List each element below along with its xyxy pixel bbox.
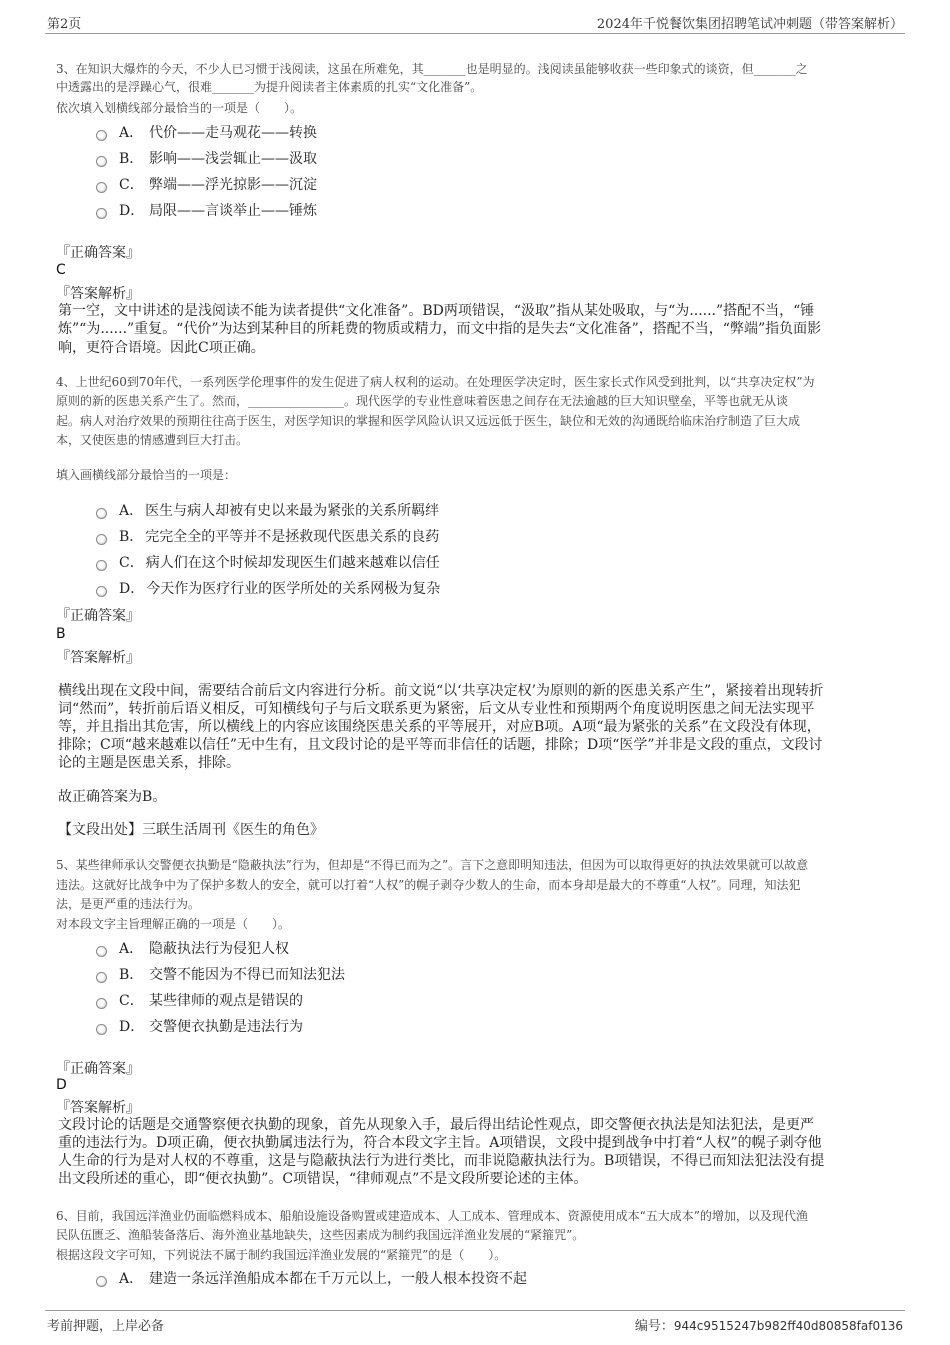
question-5-option-b[interactable]: B． 交警不能因为不得已而知法犯法 bbox=[96, 963, 345, 985]
question-6-option-a[interactable]: A． 建造一条远洋渔船成本都在千万元以上，一般人根本投资不起 bbox=[96, 1267, 527, 1289]
question-6-prompt: 根据这段文字可知，下列说法不属于制约我国远洋渔业发展的“紧箍咒”的是（ ）。 bbox=[56, 1248, 507, 1262]
question-3-option-c[interactable]: C． 弊端——浮光掠影——沉淀 bbox=[96, 173, 317, 195]
question-3-text-line: 3、在知识大爆炸的今天，不少人已习惯于浅阅读，这虽在所难免，其_______也是明显的。浅阅读虽能够收获一些印象式的谈资，但_______之 bbox=[56, 62, 808, 76]
radio-icon[interactable] bbox=[96, 1024, 107, 1035]
answer-value: B bbox=[56, 626, 66, 642]
question-3-prompt: 依次填入划横线部分最恰当的一项是（ ）。 bbox=[56, 101, 303, 115]
question-6-text-line: 6、目前，我国远洋渔业仍面临燃料成本、船舶设施设备购置或建造成本、人工成本、管理成本、资源使用成本“五大成本”的增加，以及现代渔 bbox=[56, 1209, 808, 1223]
question-5-option-a[interactable]: A． 隐蔽执法行为侵犯人权 bbox=[96, 937, 289, 959]
question-6-text-line: 民队伍匮乏、渔船装备落后、海外渔业基地缺失，这些因素成为制约我国远洋渔业发展的“紧箍咒”。 bbox=[56, 1228, 585, 1242]
question-4-prompt: 填入画横线部分最恰当的一项是： bbox=[56, 468, 237, 482]
analysis-label: 『答案解析』 bbox=[56, 286, 140, 302]
analysis-line: 重的违法行为。D项正确，便衣执勤属违法行为，符合本段文字主旨。A项错误，文段中提到战争中打着“人权”的幌子剥夺他 bbox=[58, 1135, 822, 1151]
document-id-value: 944c9515247b982ff40d80858faf0136 bbox=[673, 1319, 903, 1333]
radio-icon[interactable] bbox=[96, 560, 107, 571]
question-5-text-line: 违法。这就好比战争中为了保护多数人的安全，就可以打着“人权”的幌子剥夺少数人的生命，而本身却是最大的不尊重“人权”。同理，知法犯 bbox=[56, 878, 801, 892]
question-4-text-line: 本，又使医患的情感遭到巨大打击。 bbox=[56, 433, 249, 447]
analysis-line: 论的主题是医患关系，排除。 bbox=[58, 755, 240, 771]
analysis-line: 出文段所述的重心，即“便衣执勤”。C项错误，“律师观点”不是文段所要论述的主体。 bbox=[58, 1171, 588, 1187]
document-id-label: 编号： bbox=[634, 1319, 674, 1334]
analysis-label: 『答案解析』 bbox=[56, 1100, 140, 1116]
radio-icon[interactable] bbox=[96, 156, 107, 167]
question-4-text-line: 原则的新的医患关系产生了。然而，________________。现代医学的专业性意味着医患之间存在无法逾越的巨大知识壁垒，平等也就无从谈 bbox=[56, 394, 789, 408]
question-5-prompt: 对本段文字主旨理解正确的一项是（ ）。 bbox=[56, 917, 291, 931]
question-5-option-c[interactable]: C． 某些律师的观点是错误的 bbox=[96, 989, 303, 1011]
analysis-line: 文段讨论的话题是交通警察便衣执勤的现象，首先从现象入手，最后得出结论性观点，即交警便衣执法是知法犯法，是更严 bbox=[58, 1117, 814, 1133]
footer-divider bbox=[45, 1310, 905, 1311]
question-3-option-d[interactable]: D． 局限——言谈举止——锤炼 bbox=[96, 199, 317, 221]
question-5-text-line: 5、某些律师承认交警便衣执勤是“隐蔽执法”行为，但却是“不得已而为之”。言下之意即明知违法，但因为可以取得更好的执法效果就可以故意 bbox=[56, 858, 809, 872]
answer-label: 『正确答案』 bbox=[56, 245, 140, 261]
radio-icon[interactable] bbox=[96, 998, 107, 1009]
analysis-label: 『答案解析』 bbox=[56, 650, 140, 666]
analysis-line: 等，并且指出其危害，所以横线上的内容应该围绕医患关系的平等展开，对应B项。A项“最为紧张的关系”在文段没有体现， bbox=[58, 719, 821, 735]
header-divider bbox=[45, 33, 905, 34]
question-3-option-b[interactable]: B． 影响——浅尝辄止——汲取 bbox=[96, 147, 317, 169]
radio-icon[interactable] bbox=[96, 1276, 107, 1287]
answer-value: D bbox=[56, 1077, 67, 1093]
document-title: 2024年千悦餐饮集团招聘笔试冲刺题（带答案解析） bbox=[596, 17, 903, 32]
radio-icon[interactable] bbox=[96, 972, 107, 983]
analysis-line: 炼”“为......”重复。“代价”为达到某种目的所耗费的物质或精力，而文中指的是失去“文化准备”，搭配不当，“弊端”指负面影 bbox=[58, 321, 822, 337]
analysis-line: 词“然而”，转折前后语义相反，可知横线句子与后文联系更为紧密，后文从专业性和预期两个角度说明医患之间无法实现平 bbox=[58, 701, 815, 717]
document-id bbox=[635, 1315, 903, 1334]
answer-label: 『正确答案』 bbox=[56, 608, 140, 624]
question-5-text-line: 法，是更严重的违法行为。 bbox=[56, 897, 201, 911]
radio-icon[interactable] bbox=[96, 130, 107, 141]
passage-source: 【文段出处】三联生活周刊《医生的角色》 bbox=[58, 822, 324, 838]
question-4-option-d[interactable]: D． 今天作为医疗行业的医学所处的关系网极为复杂 bbox=[96, 577, 440, 599]
answer-conclusion: 故正确答案为B。 bbox=[58, 789, 167, 805]
analysis-line: 第一空，文中讲述的是浅阅读不能为读者提供“文化准备”。BD两项错误，“汲取”指从某处吸取，与“为......”搭配不当，“锤 bbox=[58, 303, 815, 319]
analysis-line: 响，更符合语境。因此C项正确。 bbox=[58, 340, 265, 356]
radio-icon[interactable] bbox=[96, 508, 107, 519]
analysis-line: 横线出现在文段中间，需要结合前后文内容进行分析。前文说“以‘共享决定权’为原则的新的医患关系产生”，紧接着出现转折 bbox=[58, 683, 824, 699]
radio-icon[interactable] bbox=[96, 946, 107, 957]
radio-icon[interactable] bbox=[96, 586, 107, 597]
question-4-text-line: 4、上世纪60到70年代，一系列医学伦理事件的发生促进了病人权利的运动。在处理医学决定时，医生家长式作风受到批判，以“共享决定权”为 bbox=[56, 375, 815, 389]
answer-value: C bbox=[56, 262, 66, 278]
radio-icon[interactable] bbox=[96, 534, 107, 545]
question-4-text-line: 起。病人对治疗效果的预期往往高于医生，对医学知识的掌握和医学风险认识又远远低于医生，缺位和无效的沟通既给临床治疗制造了巨大成 bbox=[56, 414, 801, 428]
question-4-option-a[interactable]: A． 医生与病人却被有史以来最为紧张的关系所羁绊 bbox=[96, 499, 439, 521]
answer-label: 『正确答案』 bbox=[56, 1061, 140, 1077]
question-5-option-d[interactable]: D． 交警便衣执勤是违法行为 bbox=[96, 1015, 303, 1037]
analysis-line: 人生命的行为是对人权的不尊重，这是与隐蔽执法行为进行类比，而非说隐蔽执法行为。B项错误，不得已而知法犯法没有提 bbox=[58, 1153, 825, 1169]
radio-icon[interactable] bbox=[96, 182, 107, 193]
question-4-option-b[interactable]: B． 完完全全的平等并不是拯救现代医患关系的良药 bbox=[96, 525, 439, 547]
analysis-line: 排除；C项“越来越难以信任”无中生有，且文段讨论的是平等而非信任的话题，排除；D项“医学”并非是文段的重点，文段讨 bbox=[58, 737, 823, 753]
page-number: 第2页 bbox=[47, 17, 82, 32]
question-4-option-c[interactable]: C． 病人们在这个时候却发现医生们越来越难以信任 bbox=[96, 551, 440, 573]
footer-slogan: 考前押题，上岸必备 bbox=[47, 1319, 165, 1334]
radio-icon[interactable] bbox=[96, 208, 107, 219]
question-3-option-a[interactable]: A． 代价——走马观花——转换 bbox=[96, 121, 317, 143]
question-3-text-line: 中透露出的是浮躁心气，很难_______为提升阅读者主体素质的扎实“文化准备”。 bbox=[56, 80, 483, 94]
